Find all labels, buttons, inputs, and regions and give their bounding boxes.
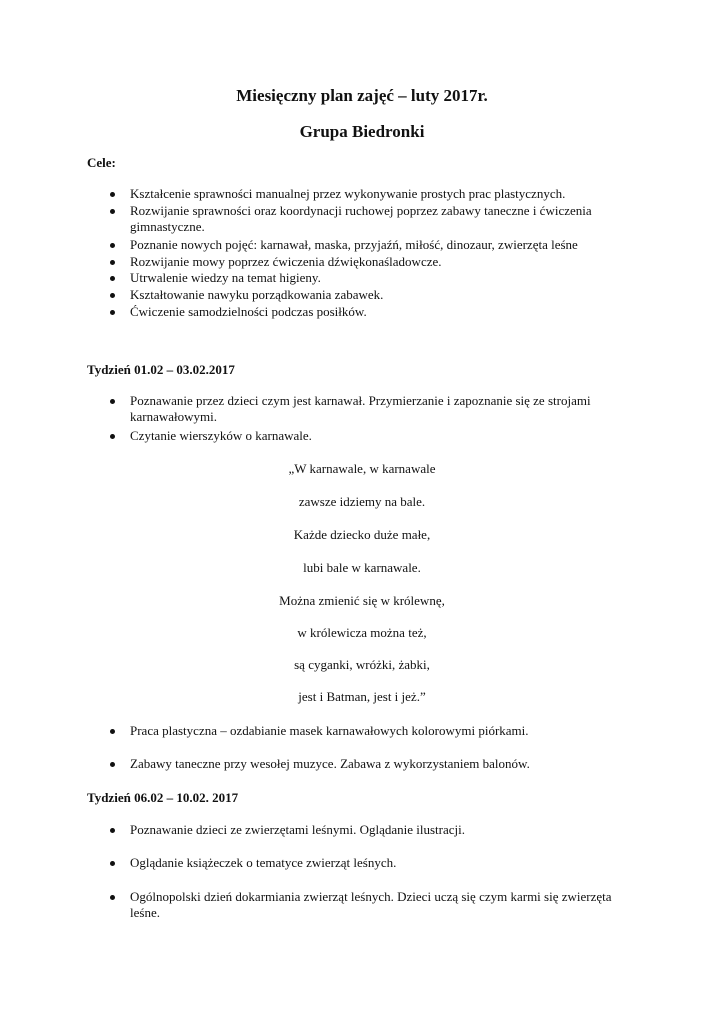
poem-line: Każde dziecko duże małe,	[293, 527, 431, 542]
week2-heading: Tydzień 06.02 – 10.02. 2017	[87, 790, 239, 805]
list-item: Poznawanie dzieci ze zwierzętami leśnymi. Oglądanie ilustracji.	[130, 822, 630, 838]
goals-heading: Cele:	[87, 155, 116, 170]
list-item: Utrwalenie wiedzy na temat higieny.	[130, 270, 630, 286]
list-item: Kształcenie sprawności manualnej przez wykonywanie prostych prac plastycznych.	[130, 186, 630, 202]
poem-line: zawsze idziemy na bale.	[298, 494, 426, 509]
list-item: Czytanie wierszyków o karnawale.	[130, 428, 630, 444]
list-item: Kształtowanie nawyku porządkowania zabawek.	[130, 287, 630, 303]
list-item: Zabawy taneczne przy wesołej muzyce. Zabawa z wykorzystaniem balonów.	[130, 756, 630, 772]
poem-line: w królewicza można też,	[297, 625, 427, 640]
list-item: Poznawanie przez dzieci czym jest karnawał. Przymierzanie i zapoznanie się ze strojami karnawałowymi.	[130, 393, 630, 425]
list-item: Rozwijanie mowy poprzez ćwiczenia dźwiękonaśladowcze.	[130, 254, 630, 270]
list-item: Oglądanie książeczek o tematyce zwierząt leśnych.	[130, 855, 630, 871]
group-name: Grupa Biedronki	[299, 122, 425, 141]
list-item: Poznanie nowych pojęć: karnawał, maska, przyjaźń, miłość, dinozaur, zwierzęta leśne	[130, 237, 630, 253]
poem-line: „W karnawale, w karnawale	[288, 461, 436, 476]
poem-line: Można zmienić się w królewnę,	[279, 593, 445, 608]
poem-line: lubi bale w karnawale.	[303, 560, 421, 575]
page-title: Miesięczny plan zajęć – luty 2017r.	[236, 86, 488, 105]
list-item: Ogólnopolski dzień dokarmiania zwierząt leśnych. Dzieci uczą się czym karmi się zwierzęta leśne.	[130, 889, 630, 921]
poem-line: są cyganki, wróżki, żabki,	[294, 657, 430, 672]
list-item: Ćwiczenie samodzielności podczas posiłków.	[130, 304, 630, 320]
week1-heading: Tydzień 01.02 – 03.02.2017	[87, 362, 235, 377]
list-item: Rozwijanie sprawności oraz koordynacji ruchowej poprzez zabawy taneczne i ćwiczenia gimnastyczne.	[130, 203, 630, 235]
poem-line: jest i Batman, jest i jeż.”	[298, 689, 426, 704]
list-item: Praca plastyczna – ozdabianie masek karnawałowych kolorowymi piórkami.	[130, 723, 630, 739]
